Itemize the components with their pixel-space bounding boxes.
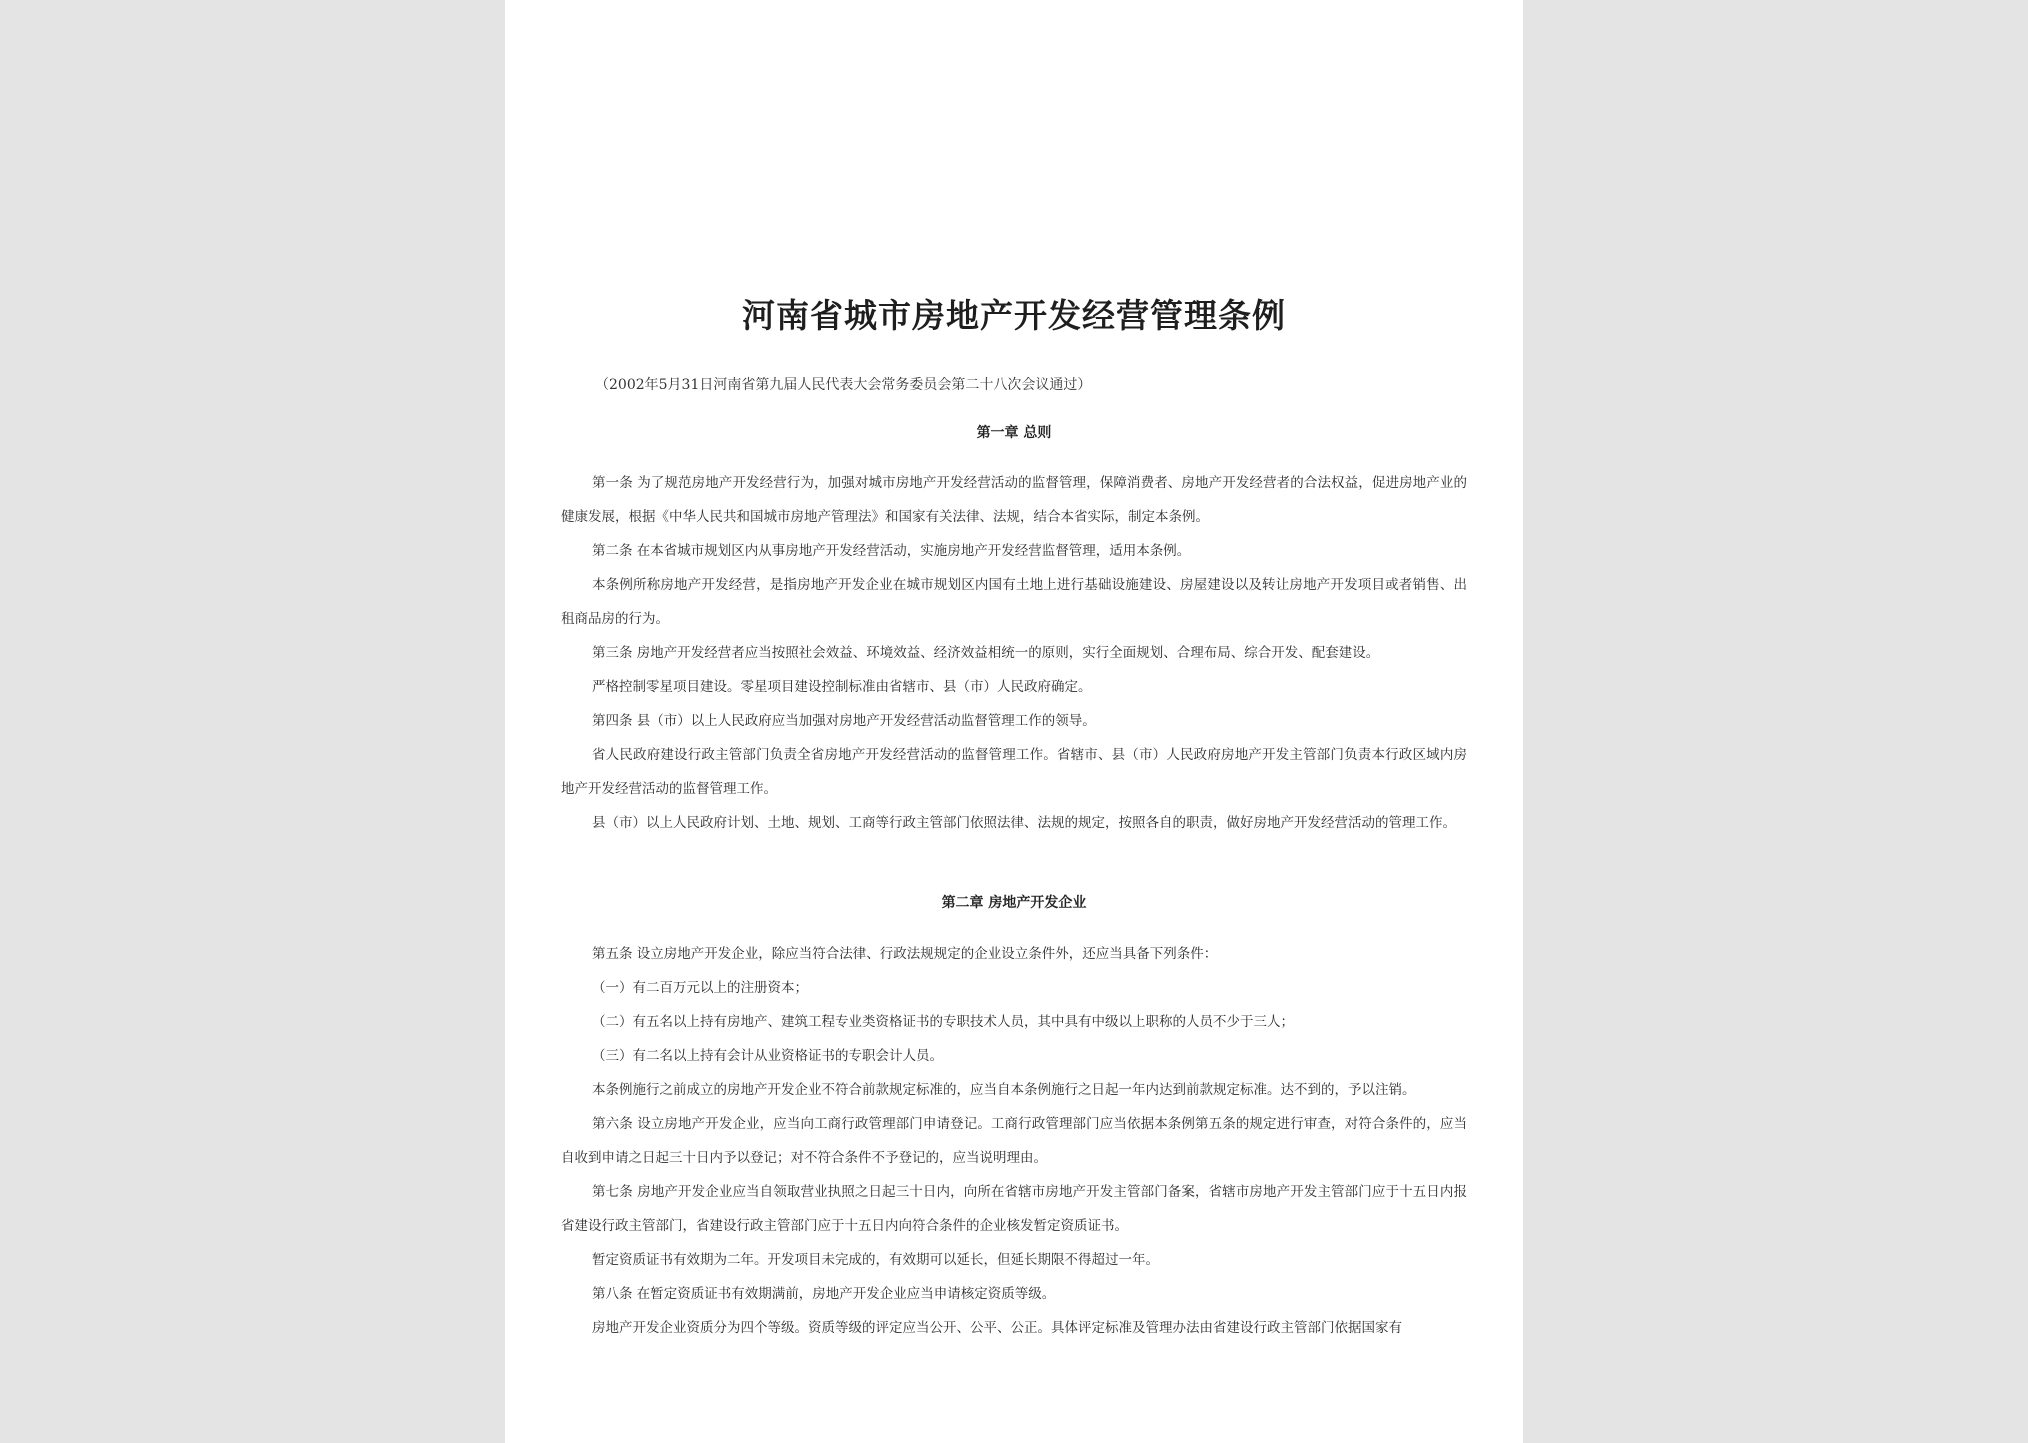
- paragraph: 第八条 在暂定资质证书有效期满前，房地产开发企业应当申请核定资质等级。: [592, 1286, 1056, 1302]
- document-title: 河南省城市房地产开发经营管理条例: [742, 296, 1286, 335]
- paragraph: 省人民政府建设行政主管部门负责全省房地产开发经营活动的监督管理工作。省辖市、县（市）人民政府房地产开发主管部门负责本行政区域内房地产开发经营活动的监督管理工作。: [561, 747, 1467, 797]
- paragraph: 本条例所称房地产开发经营，是指房地产开发企业在城市规划区内国有土地上进行基础设施建设、房屋建设以及转让房地产开发项目或者销售、出租商品房的行为。: [561, 577, 1467, 627]
- chapter-1-heading: 第一章 总则: [976, 425, 1052, 441]
- document-page: [505, 0, 1523, 1443]
- paragraph: 第一条 为了规范房地产开发经营行为，加强对城市房地产开发经营活动的监督管理，保障消费者、房地产开发经营者的合法权益，促进房地产业的健康发展，根据《中华人民共和国城市房地产管理法》和国家有关法律、法规，结合本省实际，制定本条例。: [561, 475, 1467, 525]
- document-subtitle: （2002年5月31日河南省第九届人民代表大会常务委员会第二十八次会议通过）: [595, 377, 1092, 393]
- paragraph: 县（市）以上人民政府计划、土地、规划、工商等行政主管部门依照法律、法规的规定，按照各自的职责，做好房地产开发经营活动的管理工作。: [592, 815, 1456, 831]
- paragraph: 本条例施行之前成立的房地产开发企业不符合前款规定标准的，应当自本条例施行之日起一年内达到前款规定标准。达不到的，予以注销。: [592, 1082, 1416, 1098]
- paragraph: （二）有五名以上持有房地产、建筑工程专业类资格证书的专职技术人员，其中具有中级以上职称的人员不少于三人；: [592, 1014, 1294, 1030]
- paragraph: 第三条 房地产开发经营者应当按照社会效益、环境效益、经济效益相统一的原则，实行全面规划、合理布局、综合开发、配套建设。: [592, 645, 1380, 661]
- paragraph: （一）有二百万元以上的注册资本；: [592, 980, 808, 996]
- paragraph: 房地产开发企业资质分为四个等级。资质等级的评定应当公开、公平、公正。具体评定标准及管理办法由省建设行政主管部门依据国家有: [592, 1320, 1402, 1336]
- paragraph: （三）有二名以上持有会计从业资格证书的专职会计人员。: [592, 1048, 943, 1064]
- chapter-2-heading: 第二章 房地产开发企业: [941, 895, 1087, 911]
- chapter-1-body: [561, 466, 1467, 840]
- paragraph: 第二条 在本省城市规划区内从事房地产开发经营活动，实施房地产开发经营监督管理，适用本条例。: [592, 543, 1191, 559]
- paragraph: 暂定资质证书有效期为二年。开发项目未完成的，有效期可以延长，但延长期限不得超过一年。: [592, 1252, 1159, 1268]
- paragraph: 第五条 设立房地产开发企业，除应当符合法律、行政法规规定的企业设立条件外，还应当具备下列条件：: [592, 946, 1218, 962]
- chapter-2-body: [561, 937, 1467, 1345]
- paragraph: 第六条 设立房地产开发企业，应当向工商行政管理部门申请登记。工商行政管理部门应当依据本条例第五条的规定进行审查，对符合条件的，应当自收到申请之日起三十日内予以登记；对不符合条件不予登记的，应当说明理由。: [561, 1116, 1467, 1166]
- paragraph: 严格控制零星项目建设。零星项目建设控制标准由省辖市、县（市）人民政府确定。: [592, 679, 1092, 695]
- paragraph: 第七条 房地产开发企业应当自领取营业执照之日起三十日内，向所在省辖市房地产开发主管部门备案，省辖市房地产开发主管部门应于十五日内报省建设行政主管部门，省建设行政主管部门应于十五日内向符合条件的企业核发暂定资质证书。: [561, 1184, 1467, 1234]
- paragraph: 第四条 县（市）以上人民政府应当加强对房地产开发经营活动监督管理工作的领导。: [592, 713, 1096, 729]
